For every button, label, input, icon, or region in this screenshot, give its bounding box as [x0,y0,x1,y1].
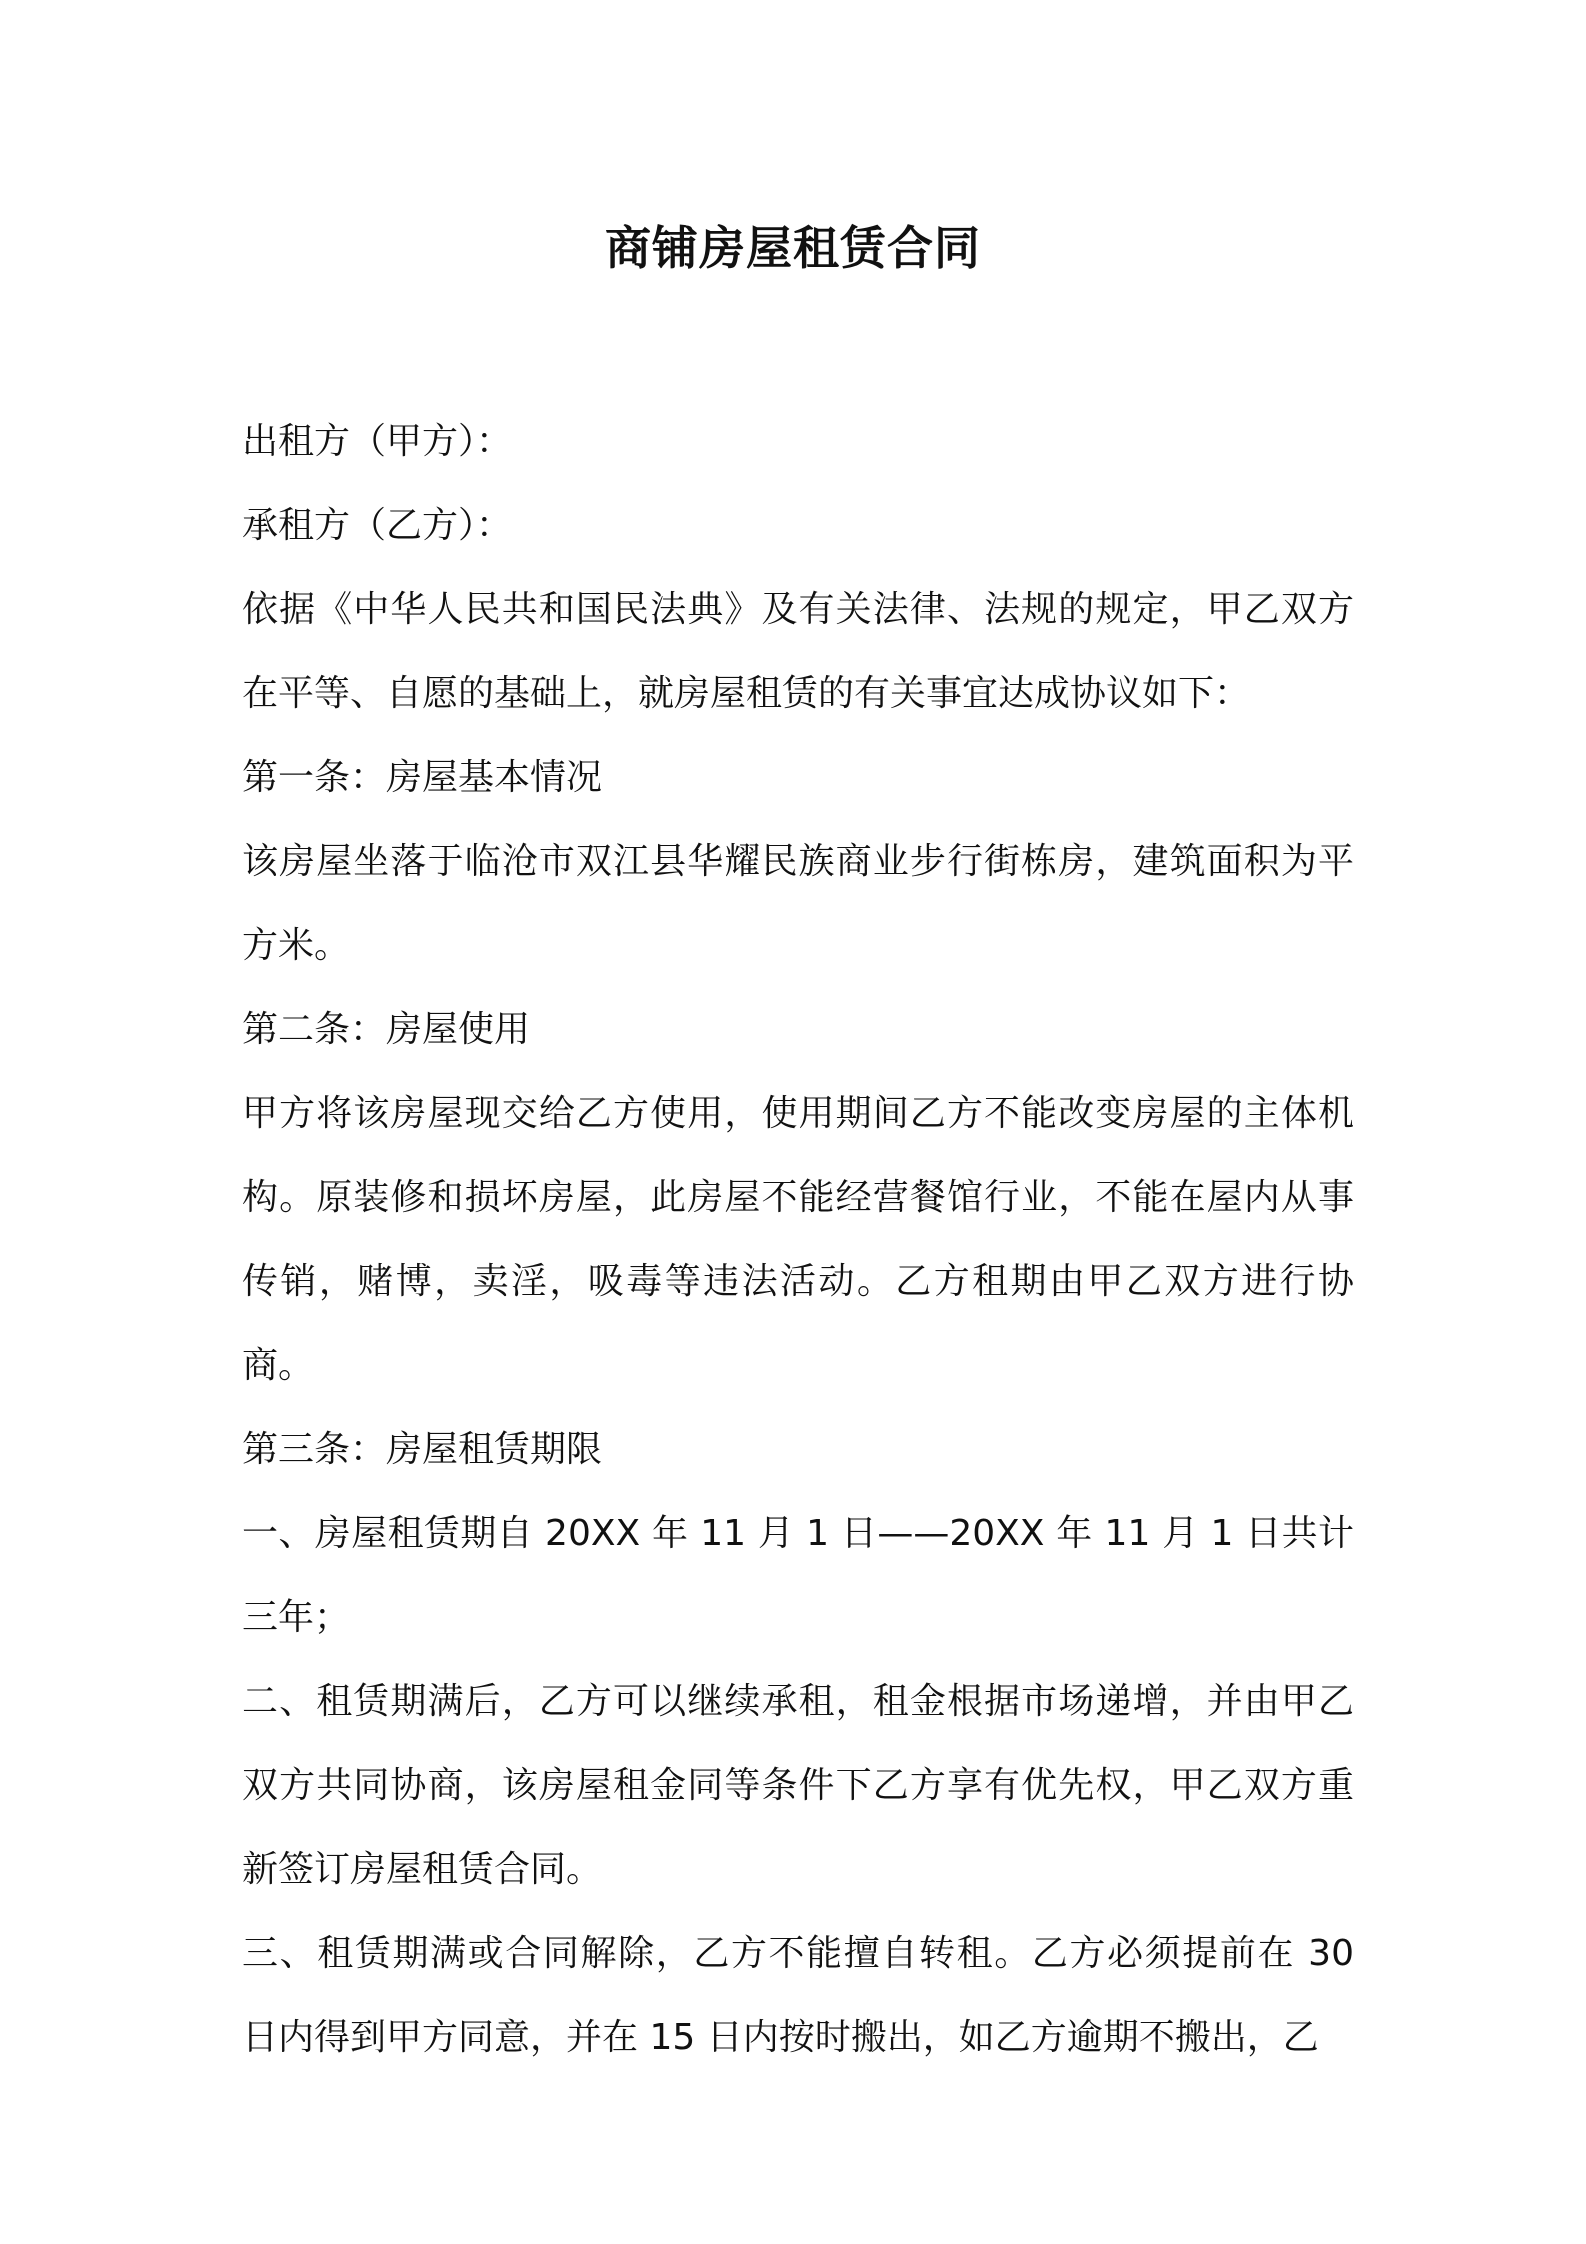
document-body [242,400,1354,2080]
article-2-paragraph: 甲方将该房屋现交给乙方使用，使用期间乙方不能改变房屋的主体机构。原装修和损坏房屋，此房屋不能经营餐馆行业，不能在屋内从事传销，赌博，卖淫，吸毒等违法活动。乙方租期由甲乙双方进行协商。 [242,1093,1354,1386]
party-b-line: 承租方（乙方）： [242,505,513,546]
article-3-clause-3: 三、租赁期满或合同解除，乙方不能擅自转租。乙方必须提前在 30 日内得到甲方同意，并在 15 日内按时搬出，如乙方逾期不搬出，乙 [242,1933,1354,2058]
article-2-heading: 第二条：房屋使用 [242,1009,531,1050]
article-1-paragraph: 该房屋坐落于临沧市双江县华耀民族商业步行街栋房，建筑面积为平方米。 [242,841,1354,966]
document-title: 商铺房屋租赁合同 [605,221,981,275]
party-a-line: 出租方（甲方）： [242,421,513,462]
preamble-paragraph: 依据《中华人民共和国民法典》及有关法律、法规的规定，甲乙双方在平等、自愿的基础上，就房屋租赁的有关事宜达成协议如下： [242,589,1354,714]
article-3-heading: 第三条：房屋租赁期限 [242,1429,603,1470]
article-3-clause-1: 一、房屋租赁期自 20XX 年 11 月 1 日——20XX 年 11 月 1 日共计三年； [242,1513,1354,1638]
article-3-clause-2: 二、租赁期满后，乙方可以继续承租，租金根据市场递增，并由甲乙双方共同协商，该房屋租金同等条件下乙方享有优先权，甲乙双方重新签订房屋租赁合同。 [242,1681,1354,1890]
article-1-heading: 第一条：房屋基本情况 [242,757,603,798]
